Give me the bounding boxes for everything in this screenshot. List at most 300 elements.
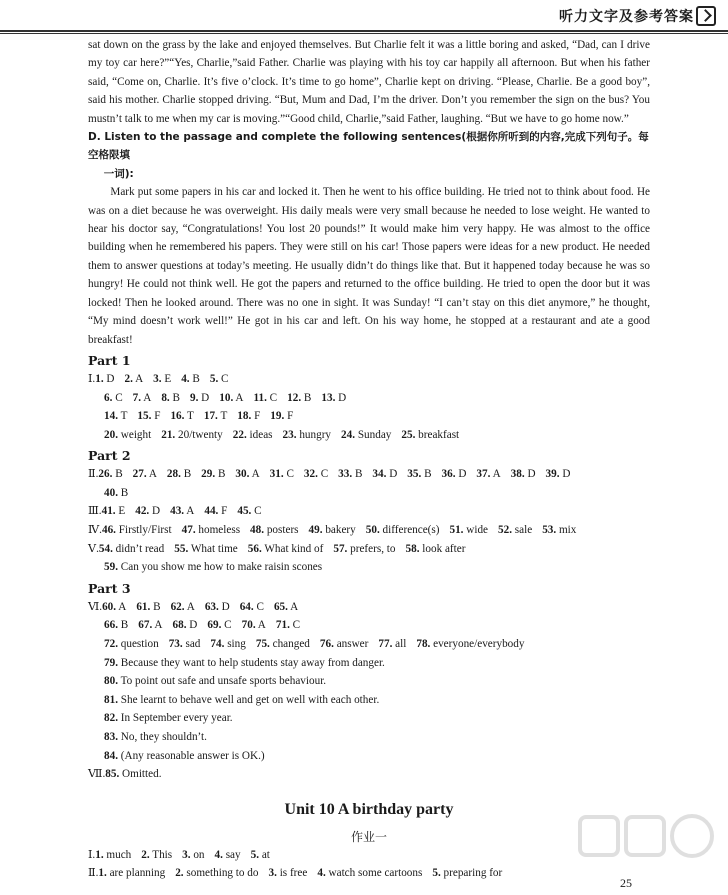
- question-number: 24.: [341, 428, 356, 441]
- answer-item: [135, 505, 160, 517]
- answer-text: everyone/everybody: [430, 638, 525, 651]
- answer-row: [88, 540, 650, 559]
- question-number: 28.: [166, 468, 181, 481]
- question-number: 40.: [104, 486, 118, 499]
- answer-row: [88, 370, 650, 389]
- answer-item: [104, 694, 379, 706]
- question-number: 41.: [101, 505, 116, 518]
- answer-row: [88, 465, 650, 484]
- answer-item: [237, 410, 260, 422]
- answer-text: at: [259, 848, 270, 861]
- question-number: 11.: [253, 391, 267, 404]
- answer-text: question: [117, 638, 159, 651]
- answer-text: sale: [512, 524, 533, 537]
- answer-text: D: [149, 505, 161, 518]
- answer-item: [98, 468, 122, 480]
- question-number: 52.: [498, 524, 512, 537]
- question-number: 13.: [321, 391, 336, 404]
- answer-item: [170, 410, 193, 422]
- answer-text: C: [289, 619, 301, 632]
- part-heading: Part 1: [88, 352, 131, 368]
- answer-text: Omitted.: [119, 768, 162, 781]
- question-number: 66.: [104, 619, 118, 632]
- roman-numeral: Ⅰ.: [88, 372, 96, 385]
- answer-item: [205, 601, 230, 613]
- answer-row: [88, 864, 650, 883]
- answer-item: [210, 638, 245, 650]
- answer-row: [88, 654, 650, 673]
- answer-item: [98, 867, 165, 879]
- question-number: 84.: [104, 749, 118, 762]
- answer-text: D: [335, 391, 347, 404]
- answer-text: say: [222, 848, 241, 861]
- answer-item: [274, 601, 298, 613]
- watermark-logo: [574, 811, 724, 891]
- answer-text: C: [112, 391, 123, 404]
- answer-item: [321, 392, 346, 404]
- question-number: 2.: [141, 848, 150, 861]
- answer-text: B: [301, 391, 312, 404]
- question-number: 2.: [124, 372, 133, 385]
- answer-text: Can you show me how to make raisin scones: [117, 561, 323, 574]
- roman-numeral: Ⅲ.: [88, 505, 102, 518]
- answer-item: [235, 468, 259, 480]
- answer-item: [190, 392, 209, 404]
- answer-text: mix: [556, 524, 577, 537]
- answer-item: [104, 392, 123, 404]
- answer-item: [95, 849, 131, 861]
- answer-item: [546, 468, 571, 480]
- question-number: 38.: [510, 468, 525, 481]
- roman-numeral: Ⅵ.: [88, 600, 103, 613]
- answer-text: D: [524, 468, 536, 481]
- question-number: 27.: [132, 468, 147, 481]
- question-number: 16.: [170, 410, 185, 423]
- answer-item: [175, 867, 258, 879]
- answer-row: [88, 672, 650, 691]
- answer-text: ideas: [246, 428, 273, 441]
- answer-row: [88, 426, 650, 445]
- answer-row: [88, 747, 650, 766]
- answer-item: [161, 429, 223, 441]
- answer-text: breakfast: [415, 428, 460, 441]
- answer-text: F: [251, 410, 261, 423]
- answer-text: changed: [269, 638, 310, 651]
- answer-text: A: [287, 600, 299, 613]
- answer-text: answer: [333, 638, 369, 651]
- answer-item: [204, 410, 227, 422]
- answer-row: [88, 846, 650, 865]
- answer-item: [133, 392, 152, 404]
- page-number: 25: [620, 876, 632, 890]
- answer-item: [215, 849, 241, 861]
- question-number: 46.: [101, 524, 116, 537]
- question-number: 23.: [282, 428, 297, 441]
- answer-text: E: [115, 505, 126, 518]
- answer-text: What time: [188, 542, 238, 555]
- answer-item: [449, 524, 488, 536]
- answer-text: A: [132, 372, 144, 385]
- answer-item: [333, 543, 395, 555]
- question-number: 2.: [175, 867, 184, 880]
- answer-row: [88, 389, 650, 408]
- answer-row: [88, 407, 650, 426]
- answer-item: [320, 638, 368, 650]
- answer-item: [182, 524, 240, 536]
- answer-item: [372, 468, 397, 480]
- header-title: 听力文字及参考答案: [559, 9, 694, 25]
- answer-item: [169, 638, 201, 650]
- question-number: 9.: [189, 391, 199, 404]
- question-number: 69.: [207, 619, 222, 632]
- answer-text: To point out safe and unsafe sports behaviour.: [117, 675, 327, 688]
- page-content: [88, 36, 650, 883]
- question-number: 36.: [441, 468, 456, 481]
- answer-text: all: [392, 638, 407, 651]
- answer-item: [242, 619, 266, 631]
- answer-text: C: [218, 372, 229, 385]
- answer-text: Sunday: [355, 428, 392, 441]
- answer-text: on: [190, 848, 205, 861]
- question-number: 31.: [269, 468, 284, 481]
- answer-item: [105, 768, 161, 780]
- answer-item: [269, 867, 308, 879]
- question-number: 4.: [317, 867, 326, 880]
- passage-c-tail: sat down on the grass by the lake and enjoyed themselves. But Charlie felt it was a little boring and asked, “Dad, can I drive my toy car here?”“Yes, Charlie,”said Father. Charlie was playing with his toy car happily all afternoon. But when his father said, “Come on, Charlie. It’s five o’clock. It’s time to go home”, Charlie kept on driving. “Please, Charlie. Be a good boy”, said his mother. Charlie stopped driving. “But, Mum and Dad, I’m the driver. Don’t you remember the sign on the bus? You mustn’t talk to me when my car is moving.”“Good child, Charlie,”said Father, laughing. “But we have to go home now.”: [88, 39, 650, 125]
- question-number: 74.: [210, 638, 225, 651]
- question-number: 4.: [214, 848, 223, 861]
- answer-row: [88, 709, 650, 728]
- roman-numeral: Ⅳ.: [88, 524, 102, 537]
- question-number: 75.: [255, 638, 270, 651]
- answer-item: [366, 524, 440, 536]
- question-number: 54.: [98, 542, 113, 555]
- question-number: 43.: [170, 505, 185, 518]
- answer-text: F: [284, 410, 294, 423]
- answer-item: [102, 524, 172, 536]
- question-number: 83.: [104, 731, 118, 743]
- question-number: 8.: [161, 391, 170, 404]
- question-number: 5.: [209, 372, 219, 385]
- question-number: 60.: [102, 600, 117, 613]
- answer-text: A: [233, 391, 244, 404]
- answer-item: [99, 543, 164, 555]
- question-number: 81.: [104, 693, 118, 706]
- answer-item: [219, 392, 243, 404]
- question-number: 5.: [432, 867, 441, 880]
- question-number: 1.: [95, 372, 104, 385]
- unit-subtitle: 作业一: [350, 829, 387, 844]
- answer-text: B: [112, 468, 123, 481]
- answer-text: In September every year.: [117, 712, 233, 725]
- answer-text: What kind of: [261, 542, 324, 555]
- answer-item: [104, 750, 265, 762]
- answer-text: D: [198, 391, 210, 404]
- answer-text: hungry: [296, 428, 332, 441]
- answer-item: [283, 429, 331, 441]
- question-number: 70.: [241, 619, 256, 632]
- answer-item: [317, 867, 422, 879]
- answer-item: [407, 468, 431, 480]
- answer-text: B: [169, 391, 180, 404]
- roman-numeral: Ⅱ.: [88, 867, 99, 880]
- answer-text: look after: [419, 542, 466, 555]
- answer-item: [270, 468, 294, 480]
- question-number: 71.: [275, 619, 290, 632]
- question-number: 50.: [365, 524, 380, 537]
- answer-text: C: [317, 468, 329, 481]
- question-number: 1.: [98, 867, 107, 880]
- answer-item: [95, 373, 114, 385]
- answer-item: [153, 373, 171, 385]
- answer-item: [104, 657, 385, 669]
- answer-text: D: [386, 468, 398, 481]
- answer-text: T: [217, 410, 228, 423]
- answer-item: [256, 638, 310, 650]
- question-number: 44.: [204, 505, 219, 518]
- answer-item: [138, 619, 162, 631]
- answer-text: wide: [463, 524, 489, 537]
- question-number: 12.: [287, 391, 302, 404]
- answer-item: [210, 373, 229, 385]
- answer-item: [233, 429, 273, 441]
- answer-text: sad: [182, 638, 201, 651]
- answer-item: [104, 731, 207, 743]
- answer-text: didn’t read: [112, 542, 165, 555]
- answer-text: difference(s): [379, 524, 440, 537]
- answer-text: A: [152, 619, 163, 632]
- answer-text: sing: [224, 638, 246, 651]
- question-number: 29.: [201, 468, 216, 481]
- question-number: 32.: [303, 468, 318, 481]
- answer-text: T: [117, 410, 128, 423]
- answer-text: B: [150, 600, 161, 613]
- answer-item: [237, 505, 261, 517]
- question-number: 19.: [270, 410, 285, 423]
- part-heading: Part 2: [88, 448, 131, 464]
- question-number: 33.: [338, 468, 353, 481]
- answer-item: [511, 468, 536, 480]
- bookmark-arrow-icon: [696, 6, 716, 26]
- question-number: 15.: [137, 410, 152, 423]
- answer-item: [102, 601, 126, 613]
- answer-text: A: [116, 600, 127, 613]
- answer-text: 20/twenty: [175, 428, 223, 441]
- question-number: 76.: [319, 638, 334, 651]
- question-number: 85.: [105, 768, 120, 781]
- answer-item: [338, 468, 362, 480]
- answer-text: is free: [276, 867, 308, 880]
- question-number: 20.: [104, 428, 118, 441]
- answer-item: [104, 429, 151, 441]
- answer-text: B: [117, 486, 129, 499]
- answer-item: [476, 468, 500, 480]
- answer-row: [88, 521, 650, 540]
- answer-item: [104, 638, 159, 650]
- answer-text: B: [117, 619, 129, 632]
- answer-text: (Any reasonable answer is OK.): [117, 749, 265, 762]
- answer-text: prefers, to: [347, 542, 396, 555]
- answer-text: A: [141, 391, 152, 404]
- answer-text: C: [283, 468, 294, 481]
- question-number: 5.: [250, 848, 260, 861]
- answer-row: [88, 691, 650, 710]
- answer-parts: [88, 352, 650, 784]
- answer-item: [401, 429, 459, 441]
- answer-text: This: [149, 848, 173, 861]
- answer-item: [137, 410, 160, 422]
- answer-item: [104, 410, 127, 422]
- answer-text: D: [103, 372, 115, 385]
- section-d-heading-line1: D. Listen to the passage and complete the following sentences(根据你所听到的内容,完成下列句子。每空格限填: [88, 131, 649, 162]
- answer-text: Firstly/First: [115, 524, 172, 537]
- answer-text: No, they shouldn’t.: [117, 731, 207, 743]
- question-number: 55.: [174, 542, 189, 555]
- question-number: 61.: [136, 600, 151, 613]
- question-number: 57.: [333, 542, 348, 555]
- answer-item: [341, 429, 391, 441]
- answer-text: B: [352, 468, 363, 481]
- answer-text: D: [218, 600, 230, 613]
- answer-item: [167, 468, 191, 480]
- question-number: 37.: [476, 468, 491, 481]
- answer-text: A: [184, 600, 195, 613]
- answer-item: [104, 619, 128, 631]
- answer-item: [104, 561, 322, 573]
- part-heading: Part 3: [88, 580, 131, 596]
- answer-text: F: [151, 410, 161, 423]
- answer-item: [304, 468, 328, 480]
- answer-item: [250, 524, 298, 536]
- roman-numeral: Ⅱ.: [88, 468, 99, 481]
- question-number: 49.: [308, 524, 323, 537]
- answer-text: watch some cartoons: [325, 867, 423, 880]
- answer-text: B: [180, 468, 192, 481]
- answer-text: A: [255, 619, 266, 632]
- answer-item: [201, 468, 225, 480]
- answer-text: D: [186, 619, 198, 632]
- answer-item: [287, 392, 311, 404]
- answer-text: A: [490, 468, 501, 481]
- question-number: 82.: [104, 712, 118, 725]
- answer-item: [378, 638, 406, 650]
- question-number: 73.: [168, 638, 183, 651]
- question-number: 17.: [203, 410, 218, 423]
- answer-item: [104, 675, 326, 687]
- question-number: 26.: [98, 468, 113, 481]
- answer-text: bakery: [322, 524, 356, 537]
- question-number: 59.: [104, 561, 118, 574]
- answer-item: [442, 468, 467, 480]
- answer-item: [254, 392, 278, 404]
- answer-item: [542, 524, 576, 536]
- roman-numeral: Ⅰ.: [88, 848, 96, 861]
- question-number: 72.: [104, 638, 118, 651]
- question-number: 77.: [378, 638, 393, 651]
- answer-item: [173, 619, 198, 631]
- question-number: 45.: [237, 505, 252, 518]
- answer-text: Because they want to help students stay away from danger.: [117, 656, 385, 669]
- answer-text: B: [215, 468, 226, 481]
- answer-text: A: [249, 468, 260, 481]
- question-number: 58.: [405, 542, 420, 555]
- roman-numeral: Ⅶ.: [88, 768, 106, 781]
- question-number: 67.: [138, 619, 153, 632]
- answer-item: [161, 392, 180, 404]
- answer-text: F: [218, 505, 228, 518]
- answer-text: E: [161, 372, 172, 385]
- answer-item: [181, 373, 200, 385]
- answer-item: [276, 619, 300, 631]
- answer-text: D: [559, 468, 571, 481]
- answer-text: C: [251, 505, 262, 518]
- question-number: 78.: [416, 638, 431, 651]
- question-number: 80.: [104, 675, 118, 688]
- question-number: 35.: [407, 468, 422, 481]
- question-number: 64.: [239, 600, 254, 613]
- answer-item: [270, 410, 293, 422]
- question-number: 65.: [273, 600, 288, 613]
- answer-text: B: [189, 372, 200, 385]
- section-d-heading: [88, 128, 650, 183]
- answer-text: C: [221, 619, 232, 632]
- answer-text: She learnt to behave well and get on well with each other.: [117, 693, 380, 706]
- answer-row: [88, 502, 650, 521]
- answer-text: D: [455, 468, 467, 481]
- answer-item: [133, 468, 157, 480]
- roman-numeral: Ⅴ.: [88, 542, 99, 555]
- answer-item: [170, 505, 194, 517]
- answer-text: something to do: [183, 867, 259, 880]
- answer-text: much: [103, 848, 132, 861]
- question-number: 18.: [237, 410, 252, 423]
- answer-item: [141, 849, 172, 861]
- question-number: 3.: [153, 372, 162, 385]
- answer-text: are planning: [106, 867, 166, 880]
- answer-item: [309, 524, 356, 536]
- answer-item: [432, 867, 502, 879]
- section-d-passage: Mark put some papers in his car and locked it. Then he went to his office building. He tried not to think about food. He was on a diet because he was overweight. His daily meals were very small because he needed to lose weight. He wanted to hear his doctor say, “Congratulations! You lost 20 pounds!” It would make him very happy. He was almost to the office building when he remembered his papers. They were still on his car! Those papers were ideas for a new product. He needed them to answer questions at today’s meeting. He usually didn’t do things like that. But it happened today because he was so hungry! He could not think well. He got the papers and returned to the office building. He tried to open the door but it was locked! Then he looked around. There was no one in sight. It was Sunday! “I can’t stay on this diet anymore,” he thought, “My mind doesn’t work well!” He got in his car and left. On his way home, he stopped at a restaurant and ate a good breakfast!: [88, 186, 650, 346]
- question-number: 10.: [219, 391, 234, 404]
- question-number: 39.: [545, 468, 560, 481]
- question-number: 6.: [104, 391, 113, 404]
- answer-item: [136, 601, 160, 613]
- answer-item: [248, 543, 324, 555]
- answer-item: [104, 712, 233, 724]
- answer-text: weight: [117, 428, 152, 441]
- answer-row: [88, 598, 650, 617]
- question-number: 51.: [449, 524, 464, 537]
- question-number: 3.: [182, 848, 191, 861]
- answer-row: [88, 635, 650, 654]
- question-number: 48.: [250, 524, 265, 537]
- answer-item: [240, 601, 264, 613]
- section-d-heading-line2: 一词):: [103, 167, 134, 180]
- answer-item: [416, 638, 524, 650]
- answer-row: [88, 558, 650, 577]
- answer-text: A: [146, 468, 157, 481]
- question-number: 47.: [181, 524, 196, 537]
- question-number: 21.: [161, 428, 176, 441]
- question-number: 68.: [172, 619, 187, 632]
- question-number: 42.: [135, 505, 150, 518]
- answer-text: B: [421, 468, 432, 481]
- answer-row: [88, 616, 650, 635]
- answer-text: preparing for: [440, 867, 503, 880]
- question-number: 56.: [247, 542, 262, 555]
- answer-text: A: [184, 505, 195, 518]
- answer-item: [498, 524, 532, 536]
